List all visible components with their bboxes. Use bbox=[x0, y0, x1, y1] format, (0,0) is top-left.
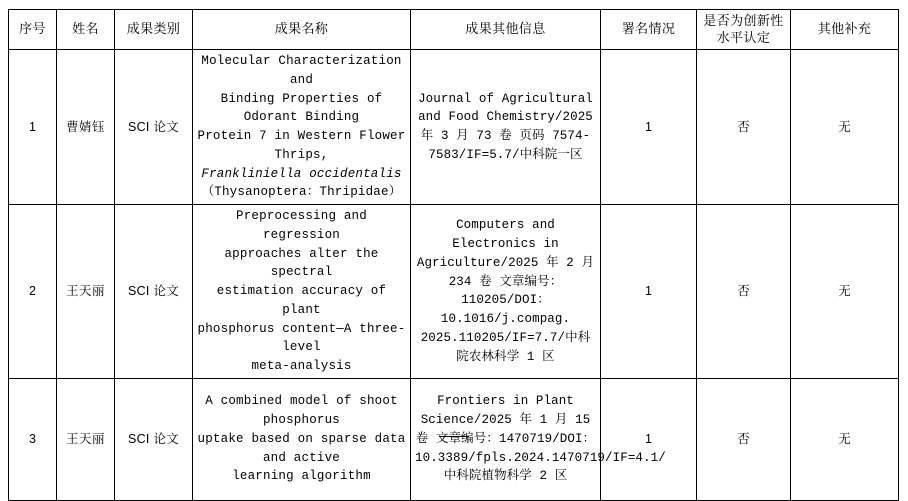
cell-category: SCI 论文 bbox=[115, 378, 193, 500]
table-row bbox=[9, 205, 899, 379]
title-line: Protein 7 in Western Flower Thrips, bbox=[197, 129, 406, 162]
page-footer-rule bbox=[439, 436, 469, 437]
column-header-extra: 其他补充 bbox=[791, 10, 899, 50]
cell-name: 曹婧钰 bbox=[57, 50, 115, 205]
title-taxonomy: （Thysanoptera：Thripidae） bbox=[201, 185, 402, 200]
cell-signature: 1 bbox=[601, 205, 697, 379]
cell-extra: 无 bbox=[791, 378, 899, 500]
achievements-table bbox=[8, 9, 899, 501]
cell-name: 王天丽 bbox=[57, 378, 115, 500]
cell-category: SCI 论文 bbox=[115, 50, 193, 205]
cell-info: Frontiers in Plant Science/2025 年 1 月 15 卷 文章编号：1470719/DOI：10.3389/fpls.2024.1470719/IF=4.1/中科院植物科学 2 区 bbox=[411, 378, 601, 500]
table-row bbox=[9, 378, 899, 500]
cell-info: Computers and Electronics in Agriculture/2025 年 2 月 234 卷 文章编号：110205/DOI：10.1016/j.compag. 2025.110205/IF=7.7/中科院农林科学 1 区 bbox=[411, 205, 601, 379]
title-line: learning algorithm bbox=[232, 469, 371, 484]
cell-category: SCI 论文 bbox=[115, 205, 193, 379]
title-line: Binding Properties of Odorant Binding bbox=[220, 91, 383, 125]
cell-innovation: 否 bbox=[697, 205, 791, 379]
column-header-info: 成果其他信息 bbox=[411, 10, 601, 50]
title-line: meta-analysis bbox=[251, 359, 352, 373]
title-line: estimation accuracy of plant bbox=[216, 284, 387, 317]
column-header-innovation: 是否为创新性水平认定 bbox=[697, 10, 791, 50]
title-line: Preprocessing and regression bbox=[236, 209, 367, 242]
cell-signature: 1 bbox=[601, 50, 697, 205]
column-header-name: 姓名 bbox=[57, 10, 115, 50]
column-header-index: 序号 bbox=[9, 10, 57, 50]
title-line: uptake based on sparse data and active bbox=[197, 431, 406, 465]
cell-title bbox=[193, 378, 411, 500]
column-header-category: 成果类别 bbox=[115, 10, 193, 50]
cell-title bbox=[193, 50, 411, 205]
title-line: Molecular Characterization and bbox=[201, 54, 402, 87]
title-line: approaches alter the spectral bbox=[224, 246, 379, 280]
cell-innovation: 否 bbox=[697, 50, 791, 205]
cell-extra: 无 bbox=[791, 50, 899, 205]
cell-index: 1 bbox=[9, 50, 57, 205]
cell-signature: 1 bbox=[601, 378, 697, 500]
cell-name: 王天丽 bbox=[57, 205, 115, 379]
title-line: phosphorus content—A three-level bbox=[197, 321, 406, 355]
title-line: A combined model of shoot phosphorus bbox=[205, 394, 398, 428]
cell-index: 3 bbox=[9, 378, 57, 500]
table-row bbox=[9, 50, 899, 205]
document-page bbox=[0, 9, 908, 484]
title-species-italic: Frankliniella occidentalis bbox=[201, 166, 402, 181]
cell-title bbox=[193, 205, 411, 379]
column-header-signature: 署名情况 bbox=[601, 10, 697, 50]
cell-info: Journal of Agricultural and Food Chemistry/2025 年 3 月 73 卷 页码 7574-7583/IF=5.7/中科院一区 bbox=[411, 50, 601, 205]
cell-index: 2 bbox=[9, 205, 57, 379]
cell-extra: 无 bbox=[791, 205, 899, 379]
cell-innovation: 否 bbox=[697, 378, 791, 500]
column-header-title: 成果名称 bbox=[193, 10, 411, 50]
table-header-row bbox=[9, 10, 899, 50]
